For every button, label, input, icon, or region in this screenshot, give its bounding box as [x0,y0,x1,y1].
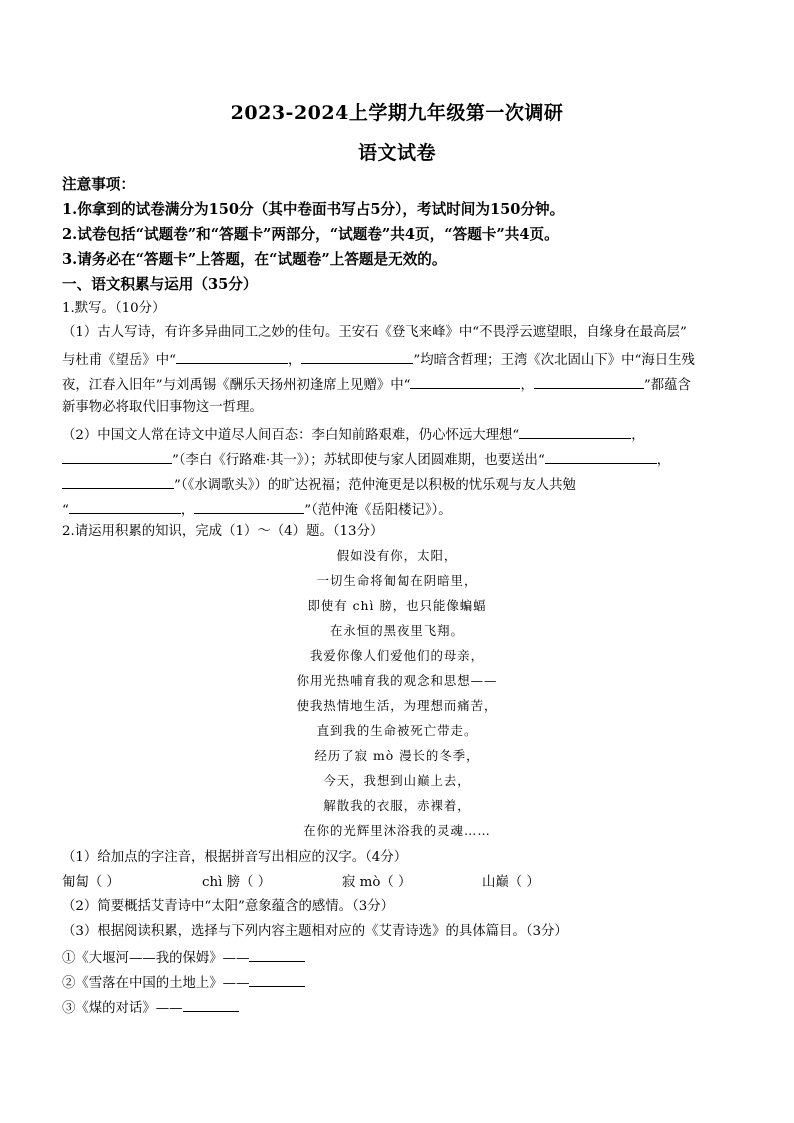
note-3: 3.请务必在“答题卡”上答题，在“试题卷”上答题是无效的。 [62,251,447,268]
answer-blank[interactable] [410,375,520,389]
answer-blank[interactable] [69,500,181,514]
q1-part2-line1-text: （2）中国文人常在诗文中道尽人间百态：李白知前路艰难，仍心怀远大理想“ [62,428,520,443]
exam-subtitle: 语文试卷 [357,142,436,164]
q2-sub1-item[interactable]: 山巅（ ） [482,875,540,890]
question-2-label: 2.请运用积累的知识，完成（1）～（4）题。（13分） [62,524,384,539]
poem-line: 假如没有你，太阳， [336,548,458,563]
q2-sub1-item[interactable]: 匍匐（ ） [62,875,120,890]
q1-part2-line2-text: ”（李白《行路难·其一》）；苏轼即使与家人团圆难期，也要送出“ [172,453,545,468]
question-1-label: 1.默写。（10分） [62,301,166,316]
q1-part2-line1-sep: ， [631,428,645,443]
section-heading: 一、语文积累与运用（35分） [62,276,258,293]
poem-line: 经历了寂 mò 漫长的冬季， [314,748,480,763]
q1-part2-line4-open: “ [62,503,69,518]
poem-line: 一切生命将匍匐在阴暗里， [316,573,478,588]
note-2: 2.试卷包括“试题卷”和“答题卡”两部分，“试题卷”共4页，“答题卡”共4页。 [62,226,559,243]
poem-line: 我爱你像人们爱他们的母亲， [309,648,485,663]
answer-blank[interactable] [519,425,631,439]
q1-part2-line4-sep: ， [180,503,195,518]
q2-sub1-item[interactable]: chì 膀（ ） [202,875,272,890]
note-1: 1.你拿到的试卷满分为150分（其中卷面书写占5分），考试时间为150分钟。 [62,201,565,218]
poem-line: 直到我的生命被死亡带走。 [316,723,478,738]
exam-title: 2023-2024上学期九年级第一次调研 [230,102,564,124]
answer-blank[interactable] [534,375,644,389]
poem-line: 你用光热哺育我的观念和思想—— [296,673,498,688]
answer-blank[interactable] [62,475,174,489]
poem-line: 今天，我想到山巅上去， [323,773,471,788]
notes-heading: 注意事项： [62,176,135,193]
poem-line: 即使有 chì 膀，也只能像蝙蝠 [307,598,487,613]
answer-blank[interactable] [183,998,239,1012]
q1-part2-line2-sep: ， [656,453,671,468]
poem-line: 解散我的衣服，赤裸着， [323,798,471,813]
answer-blank[interactable] [194,500,304,514]
q1-part1-line3 [62,375,732,394]
q1-part2-line4 [62,500,732,519]
q1-part1-line3-text-b: ”都蕴含 [643,378,691,393]
q2-sub1-item[interactable]: 寂 mò（ ） [342,875,412,890]
q2-option-2-text: ②《雪落在中国的土地上》—— [62,976,250,991]
q2-sub3: （3）根据阅读积累，选择与下列内容主题相对应的《艾青诗选》的具体篇目。（3分） [62,924,568,939]
q2-option-2 [62,973,732,992]
poem-line: 使我热情地生活，为理想而痛苦， [296,698,498,713]
q2-option-1-text: ①《大堰河——我的保姆》—— [62,951,250,966]
q1-part1-line1: （1）古人写诗，有许多异曲同工之妙的佳句。王安石《登飞来峰》中“不畏浮云遮望眼，自缘身在最高层” [62,325,687,340]
answer-blank[interactable] [176,350,288,364]
q1-part2-line3-text: ”（《水调歌头》）的旷达祝福；范仲淹更是以积极的忧乐观与友人共勉 [174,478,576,493]
q1-part1-line3-text-a: 夜，江春入旧年”与刘禹锡《酬乐天扬州初逢席上见赠》中“ [62,378,411,393]
answer-blank[interactable] [301,350,413,364]
q2-sub1: （1）给加点的字注音，根据拼音写出相应的汉字。（4分） [62,850,408,865]
q1-part1-line2-sep: ， [287,353,302,368]
q1-part1-line2-text-b: ”均暗含哲理；王湾《次北固山下》中“海日生残 [413,353,695,368]
answer-blank[interactable] [545,450,657,464]
q1-part2-line1 [62,425,732,444]
q1-part1-line2 [62,350,732,369]
q2-option-3 [62,998,732,1017]
q1-part1-line3-sep: ， [520,378,534,393]
answer-blank[interactable] [249,973,305,987]
q1-part2-line2 [62,450,732,469]
q1-part1-line4: 新事物必将取代旧事物这一哲理。 [62,400,263,415]
q2-sub1-items [62,875,732,891]
poem-line: 在永恒的黑夜里飞翔。 [330,623,464,638]
q2-option-3-text: ③《煤的对话》—— [62,1001,183,1016]
q2-sub2: （2）简要概括艾青诗中“太阳”意象蕴含的感情。（3分） [62,899,395,914]
q2-option-1 [62,948,732,967]
q1-part1-line2-text-a: 与杜甫《望岳》中“ [62,353,176,368]
q1-part2-line3 [62,475,732,494]
poem-line: 在你的光辉里沐浴我的灵魂…… [303,823,491,838]
q1-part2-line4-text: ”（范仲淹《岳阳楼记》）。 [304,503,452,518]
answer-blank[interactable] [62,450,172,464]
answer-blank[interactable] [249,948,305,962]
